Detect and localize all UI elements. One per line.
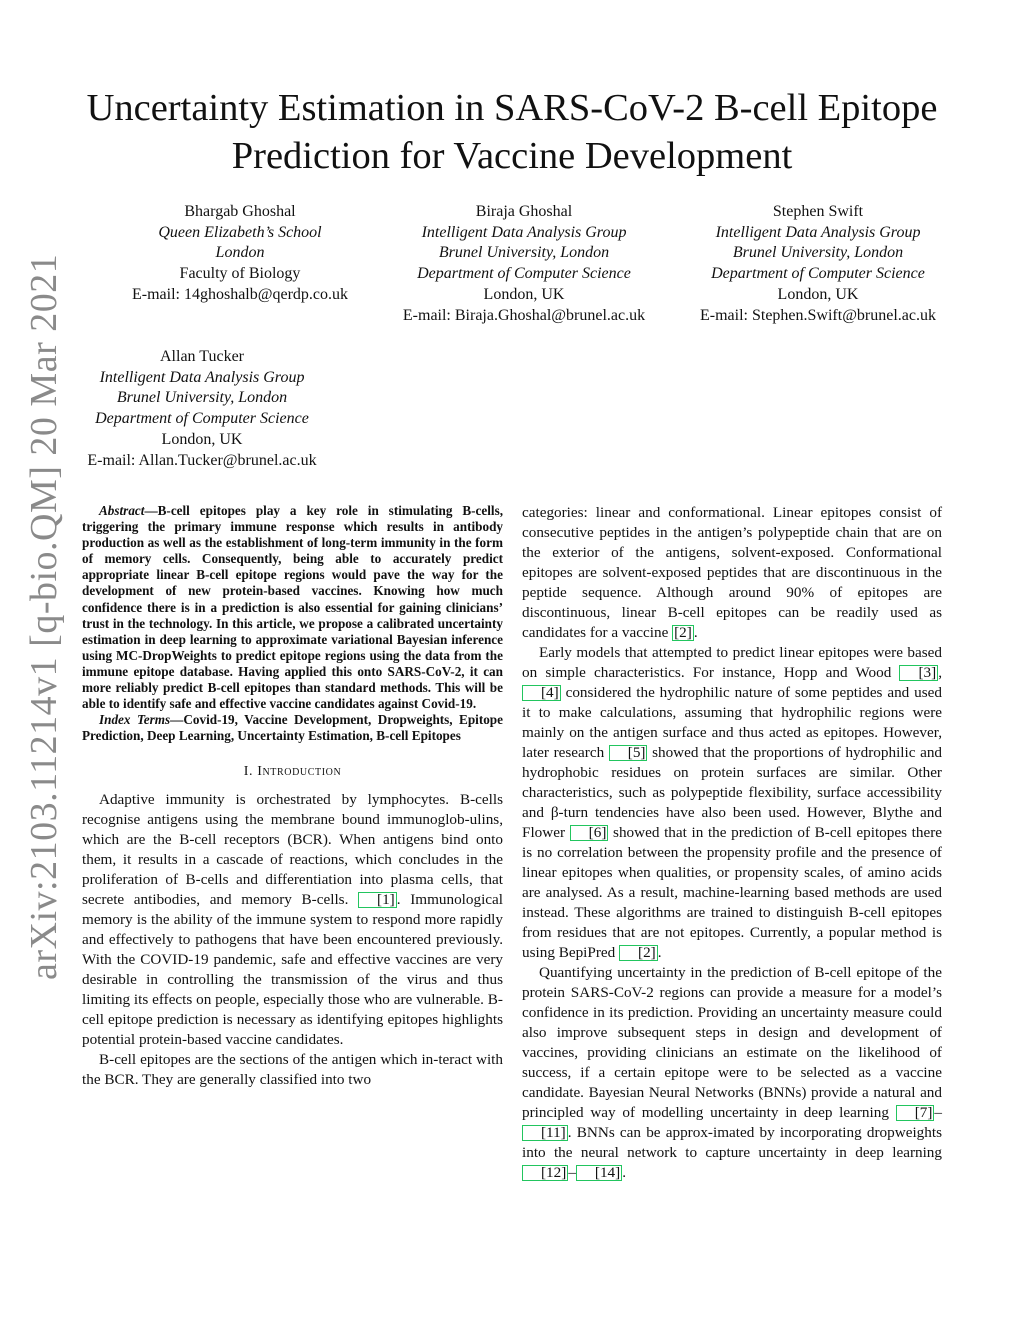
intro-paragraph-1	[82, 790, 503, 1050]
citation-link[interactable]: [7]	[896, 1105, 935, 1121]
author-name: Bhargab Ghoshal	[184, 203, 296, 220]
paragraph-text: showed that in the prediction of B-cell epitopes there is no correlation between the propensity profile and the presence of linear epitopes when qualities, or propensity scales, of amino acids are analysed. As a result, machine-learning based methods are used instead. These algorithms are trained to distinguish B-cell epitopes from residues that are not epitopes. Currently, a popular method is using BepiPred	[522, 824, 942, 961]
author-email: E-mail: Biraja.Ghoshal@brunel.ac.uk	[402, 306, 646, 324]
author-location: London, UK	[777, 285, 859, 303]
index-terms	[82, 712, 503, 744]
author-affiliation: Queen Elizabeth’s School	[158, 223, 322, 241]
citation-link[interactable]: [2]	[619, 945, 658, 961]
author-department: Faculty of Biology	[179, 265, 301, 283]
author-department: Department of Computer Science	[711, 265, 925, 283]
punctuation: –	[568, 1164, 576, 1181]
intro-paragraph-4	[522, 963, 942, 1183]
author-name: Allan Tucker	[160, 348, 244, 365]
intro-paragraph-2	[82, 1050, 503, 1090]
index-terms-label: Index Terms	[99, 712, 171, 728]
citation-link[interactable]: [14]	[576, 1165, 622, 1181]
punctuation: .	[657, 944, 662, 961]
section-title: Introduction	[257, 764, 342, 780]
index-terms-text: —Covid-19, Vaccine Development, Dropweights, Epitope Prediction, Deep Learning, Uncertainty Estimation, B-cell Epitopes	[82, 712, 503, 744]
left-column	[82, 503, 503, 1090]
citation-link[interactable]: [11]	[522, 1125, 568, 1141]
author-location: London, UK	[483, 285, 565, 303]
author-affiliation: Intelligent Data Analysis Group	[715, 223, 921, 241]
citation-link[interactable]: [6]	[570, 825, 609, 841]
arxiv-identifier-stamp: arXiv:2103.11214v1 [q-bio.QM] 20 Mar 2021	[23, 253, 65, 980]
author-location: London, UK	[161, 430, 243, 448]
punctuation: ,	[938, 664, 942, 681]
right-column	[522, 503, 942, 1183]
author-affiliation: London	[215, 244, 265, 262]
author-name: Biraja Ghoshal	[475, 203, 573, 220]
citation-link[interactable]: [3]	[899, 665, 938, 681]
author-block-4	[22, 347, 382, 471]
citation-link[interactable]: [12]	[522, 1165, 568, 1181]
author-name: Stephen Swift	[772, 203, 864, 220]
author-email: E-mail: Stephen.Swift@brunel.ac.uk	[699, 306, 936, 324]
citation-link[interactable]: [5]	[609, 745, 648, 761]
author-affiliation: Brunel University, London	[732, 244, 904, 262]
paragraph-text: . BNNs can be approx-imated by incorporating dropweights into the neural network to capture uncertainty in deep learning	[522, 1124, 942, 1161]
intro-paragraph-3	[522, 643, 942, 963]
citation-link[interactable]: [1]	[358, 892, 397, 908]
author-affiliation: Brunel University, London	[116, 389, 288, 407]
punctuation: –	[934, 1104, 942, 1121]
punctuation: .	[622, 1164, 627, 1181]
author-affiliation: Intelligent Data Analysis Group	[99, 368, 305, 386]
paragraph-text: categories: linear and conformational. Linear epitopes consist of consecutive peptides in the antigen’s polypeptide chain that are on the exterior of the antigens, solvent-exposed. Conformational epitopes are solvent-exposed peptides that are discontinuous in the peptide sequence. Although around 90% of epitopes are discontinuous, linear B-cell epitopes can be readily used as candidates for a vaccine	[522, 504, 942, 641]
intro-paragraph-2-continued	[522, 503, 942, 643]
punctuation: .	[693, 624, 698, 641]
paragraph-text: Early models that attempted to predict linear epitopes were based on simple characteristics. For instance, Hopp and Wood	[522, 644, 942, 681]
paragraph-text: B-cell epitopes are the sections of the antigen which in-teract with the BCR. They are generally classified into two	[82, 1051, 503, 1089]
paragraph-text: Adaptive immunity is orchestrated by lymphocytes. B-cells recognise antigens using the membrane bound immunoglob-ulins, which are the B-cell receptors (BCR). When antigens bind onto them, it results in a cascade of reactions, which concludes in the proliferation of B-cells and differentiation into plasma cells, that secrete antibodies, and memory B-cells.	[82, 791, 503, 909]
author-email: E-mail: 14ghoshalb@qerdp.co.uk	[131, 285, 349, 303]
author-department: Department of Computer Science	[95, 410, 309, 428]
author-affiliation: Brunel University, London	[438, 244, 610, 262]
paragraph-text: considered the hydrophilic nature of some peptides and used it to make calculations, assuming that hydrophilic regions were mainly on the antigen surface and thus acted as epitopes. However, later research	[522, 684, 942, 761]
abstract-text: —B-cell epitopes play a key role in stimulating B-cells, triggering the primary immune response which results in antibody production as well as the establishment of long-term immunity in the form of memory cells. Consequently, being able to accurately predict appropriate linear B-cell epitope regions would pave the way for the development of new protein-based vaccines. Knowing how much confidence there is in a prediction is also essential for gaining clinicians’ trust in the technology. In this article, we propose a calibrated uncertainty estimation in deep learning to approximate variational Bayesian inference using MC-DropWeights to predict epitope regions using the data from the immune epitope database. Having applied this onto SARS-CoV-2, it can more reliably predict B-cell epitopes than standard methods. This will be able to identify safe and effective vaccine candidates against Covid-19.	[82, 503, 503, 712]
author-email: E-mail: Allan.Tucker@brunel.ac.uk	[87, 451, 317, 469]
abstract-label: Abstract	[99, 503, 145, 518]
paragraph-text: . Immunological memory is the ability of the immune system to respond more rapidly and effectively to pathogens that have been encountered previously. With the COVID-19 pandemic, safe and effective vaccines are very desirable in controlling the transmission of the virus and thus limiting its effects on people, especially those who are vulnerable. B-cell epitope prediction is necessary as identifying epitopes highlights potential protein-based vaccine candidates.	[82, 891, 503, 1049]
paragraph-text: showed that the proportions of hydrophilic and hydrophobic residues on protein surfaces are similar. Other characteristics, such as polypeptide flexibility, surface accessibility and β-turn tendencies have also been used. However, Blythe and Flower	[522, 744, 943, 841]
paper-title: Uncertainty Estimation in SARS-CoV-2 B-cell Epitope Prediction for Vaccine Development	[86, 87, 938, 177]
paragraph-text: Quantifying uncertainty in the prediction of B-cell epitope of the protein SARS-CoV-2 regions can provide a measure for a model’s confidence in its prediction. Providing an uncertainty measure could also improve subsequent steps in design and development of vaccines, providing clinicians an estimate on the likelihood of success, if a certain epitope were to be selected as a vaccine candidate. Bayesian Neural Networks (BNNs) provide a natural and principled way of modelling uncertainty in deep learning	[522, 964, 942, 1121]
section-number: I.	[243, 764, 254, 780]
abstract	[82, 503, 503, 712]
section-heading-introduction	[82, 764, 503, 780]
author-department: Department of Computer Science	[417, 265, 631, 283]
author-block-3	[638, 202, 998, 326]
author-affiliation: Intelligent Data Analysis Group	[421, 223, 627, 241]
citation-link[interactable]: [4]	[522, 685, 561, 701]
citation-link[interactable]: [2]	[674, 624, 692, 641]
